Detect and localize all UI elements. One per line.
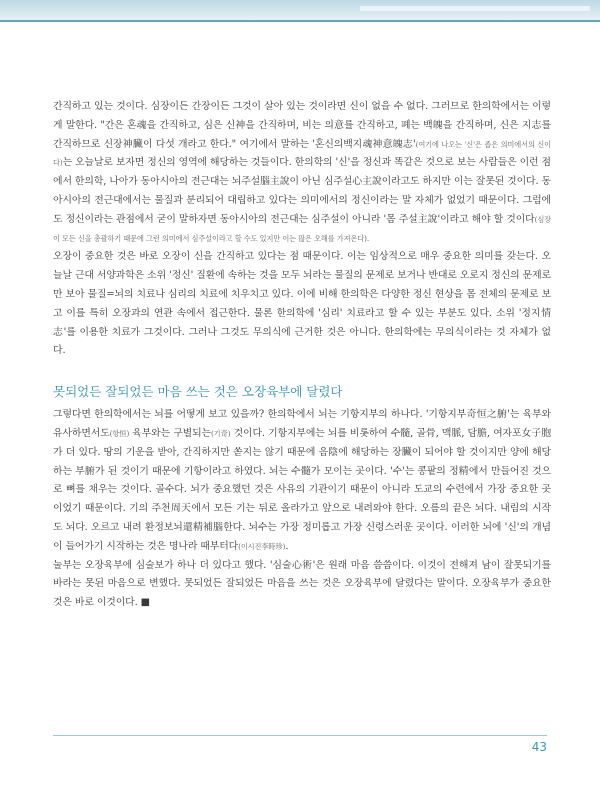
- paragraph-text: 는 오늘날로 보자면 정신의 영역에 해당하는 것들이다. 한의학의 '신'을 정신과 똑같은 것으로 보는 사람들은 이런 점에서 한의학, 나아가 동아시아의 전근대는 뇌주설腦主說이 아닌 심주설心主說이라고도 하지만 이는 잘못된 것이다. 동아시아의 전근대에서는 물질과 분리되어 대립하고 있다는 의미에서의 정신이라는 말 자체가 없었기 때문이다. 그럼에도 정신이라는 관점에서 굳이 말하자면 동아시아의 전근대는 심주설이 아니라 '몸 주설主說'이라고 해야 할 것이다: [53, 157, 551, 225]
- paragraph-text: 오장이 중요한 것은 바로 오장이 신을 간직하고 있다는 점 때문이다. 이는 임상적으로 매우 중요한 의미를 갖는다. 오늘날 근대 서양과학은 소위 '정신' 질환에 속하는 것을 모두 뇌라는 물질의 문제로 보거나 반대로 오로지 정신의 문제로만 보아 물질=뇌의 치료나 심리의 치료에 치우치고 있다. 이에 비해 한의학은 다양한 정신 현상을 몸 전체의 문제로 보고 이를 특히 오장과의 연관 속에서 접근한다. 물론 한의학에 '심리' 치료라고 할 수 있는 부분도 있다. 소위 '정지情志'를 이용한 치료가 그것이다. 그러나 그것도 무의식에 근거한 것은 아니다. 한의학에는 무의식이라는 것 자체가 없다.: [53, 251, 551, 357]
- body-paragraphs-1: [53, 98, 551, 361]
- paragraph: [53, 98, 551, 248]
- paragraph-text: 그렇다면 한의학에서는 뇌를 어떻게 보고 있을까? 한의학에서 뇌는 기항지부의 하나다. '기항지부奇恒之腑'는 육부와 유사하면서도: [53, 409, 551, 439]
- paragraph-text: .: [285, 540, 289, 552]
- parenthetical-note: (여기에 나오는 '신'은 좁은 의미에서의 신이다): [53, 139, 551, 168]
- header-band: [0, 0, 600, 28]
- body-paragraphs-2: [53, 406, 551, 613]
- paragraph-text: 간직하고 있는 것이다. 심장이든 간장이든 그것이 살아 있는 것이라면 신이 없을 수 없다. 그러므로 한의학에서는 이렇게 말한다. "간은 혼魂을 간직하고, 심은 신神을 간직하며, 비는 의意를 간직하고, 폐는 백魄을 간직하며, 신은 지志를 간직하므로 신장神臟이 다섯 개라고 한다." 여기에서 말하는 '혼신의백지魂神意魄志': [53, 101, 551, 150]
- header-highlight: [360, 6, 590, 11]
- paragraph-text: 눌부는 오장육부에 심술보가 하나 더 있다고 했다. '심술心術'은 원래 마음 씀씀이다. 이것이 전해져 남이 잘못되기를 바라는 못된 마음으로 변했다. 못되었든 잘되었든 마음을 쓰는 것은 오장육부에 달렸다는 말이다. 오장육부가 중요한 것은 바로 이것이다. ■: [53, 559, 551, 609]
- page-body: [53, 98, 551, 613]
- footer-rule: [53, 735, 547, 736]
- paragraph: [53, 406, 551, 556]
- parenthetical-note: (심장이 모든 신을 총괄하기 때문에 그런 의미에서 심주설이라고 할 수도 있지만 이는 많은 오해를 가져온다).: [53, 214, 551, 243]
- header-accent-stripe: [0, 0, 600, 22]
- paragraph: [53, 248, 551, 361]
- parenthetical-note: (이시진李時珍): [238, 541, 286, 551]
- section-heading: 못되었든 잘되었든 마음 쓰는 것은 오장육부에 달렸다: [53, 384, 343, 400]
- parenthetical-note: (항恒): [109, 428, 130, 438]
- parenthetical-note: (기奇): [210, 428, 231, 438]
- paragraph: [53, 557, 551, 613]
- paragraph-text: 육부와는 구별되는: [129, 427, 211, 439]
- page-number: 43: [531, 740, 547, 754]
- paragraph-text: 것이다. 기항지부에는 뇌를 비롯하여 수髓, 골骨, 맥脈, 담膽, 여자포女子胞가 더 있다. 땅의 기운을 받아, 간직하지만 쏟지는 않기 때문에 음陰에 해당하는 장臟이 되어야 할 것이지만 양에 해당하는 부腑가 된 것이기 때문에 기항이라고 하였다. 뇌는 수髓가 모이는 곳이다. '수'는 콩팥의 정精에서 만들어진 것으로 뼈를 채우는 것이다. 골수다. 뇌가 중요했던 것은 사유의 기관이기 때문이 아니라 도교의 수련에서 가장 중요한 곳이었기 때문이다. 기의 주천周天에서 모든 기는 뒤로 올라가고 앞으로 내려와야 한다. 오름의 끝은 뇌다. 내림의 시작도 뇌다. 오르고 내려 환정보뇌還精補腦한다. 뇌수는 가장 정미롭고 가장 신령스러운 곳이다. 이러한 뇌에 '신'의 개념이 들어가기 시작하는 것은 명나라 때부터다: [53, 427, 551, 552]
